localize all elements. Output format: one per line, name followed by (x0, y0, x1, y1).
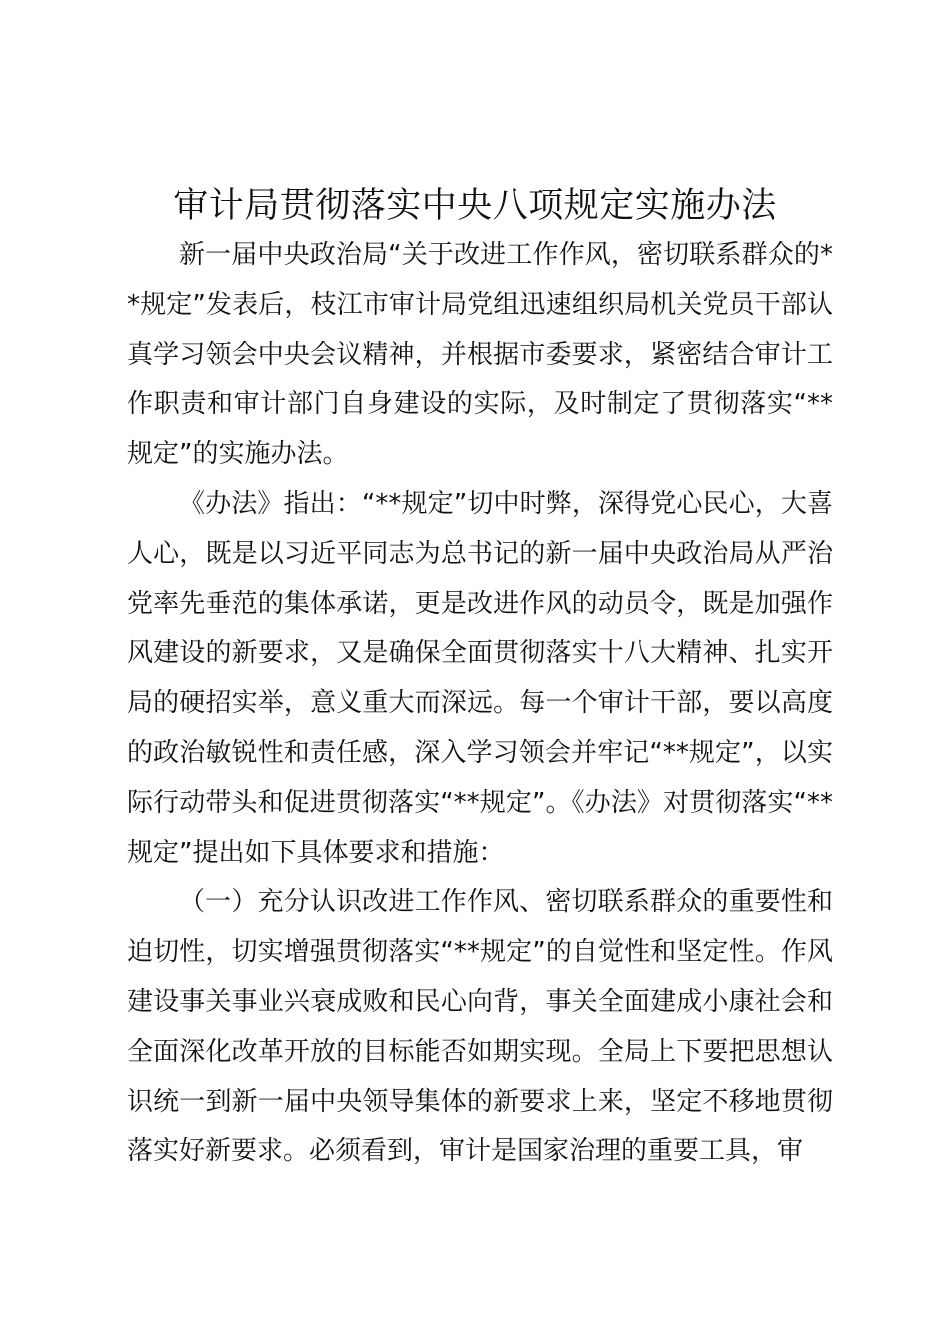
paragraph-measures-overview: 《办法》指出：“**规定”切中时弊，深得党心民心，大喜人心，既是以习近平同志为总书记的新一届中央政治局从严治党率先垂范的集体承诺，更是改进作风的动员令，既是加强作风建设的新要求，又是确保全面贯彻落实十八大精神、扎实开局的硬招实举，意义重大而深远。每一个审计干部，要以高度的政治敏锐性和责任感，深入学习领会并牢记“**规定”，以实际行动带头和促进贯彻落实“**规定”。《办法》对贯彻落实“**规定”提出如下具体要求和措施： (127, 488, 833, 868)
document-title: 审计局贯彻落实中央八项规定实施办法 (173, 186, 777, 226)
paragraph-item-one: （一）充分认识改进工作作风、密切联系群众的重要性和迫切性，切实增强贯彻落实“**规定”的自觉性和坚定性。作风建设事关事业兴衰成败和民心向背，事关全面建成小康社会和全面深化改革开放的目标能否如期实现。全局上下要把思想认识统一到新一届中央领导集体的新要求上来，坚定不移地贯彻落实好新要求。必须看到，审计是国家治理的重要工具，审 (127, 887, 833, 1167)
paragraph-intro: 新一届中央政治局“关于改进工作作风，密切联系群众的**规定”发表后，枝江市审计局党组迅速组织局机关党员干部认真学习领会中央会议精神，并根据市委要求，紧密结合审计工作职责和审计部门自身建设的实际，及时制定了贯彻落实“**规定”的实施办法。 (127, 240, 833, 470)
document-body (127, 231, 833, 1177)
